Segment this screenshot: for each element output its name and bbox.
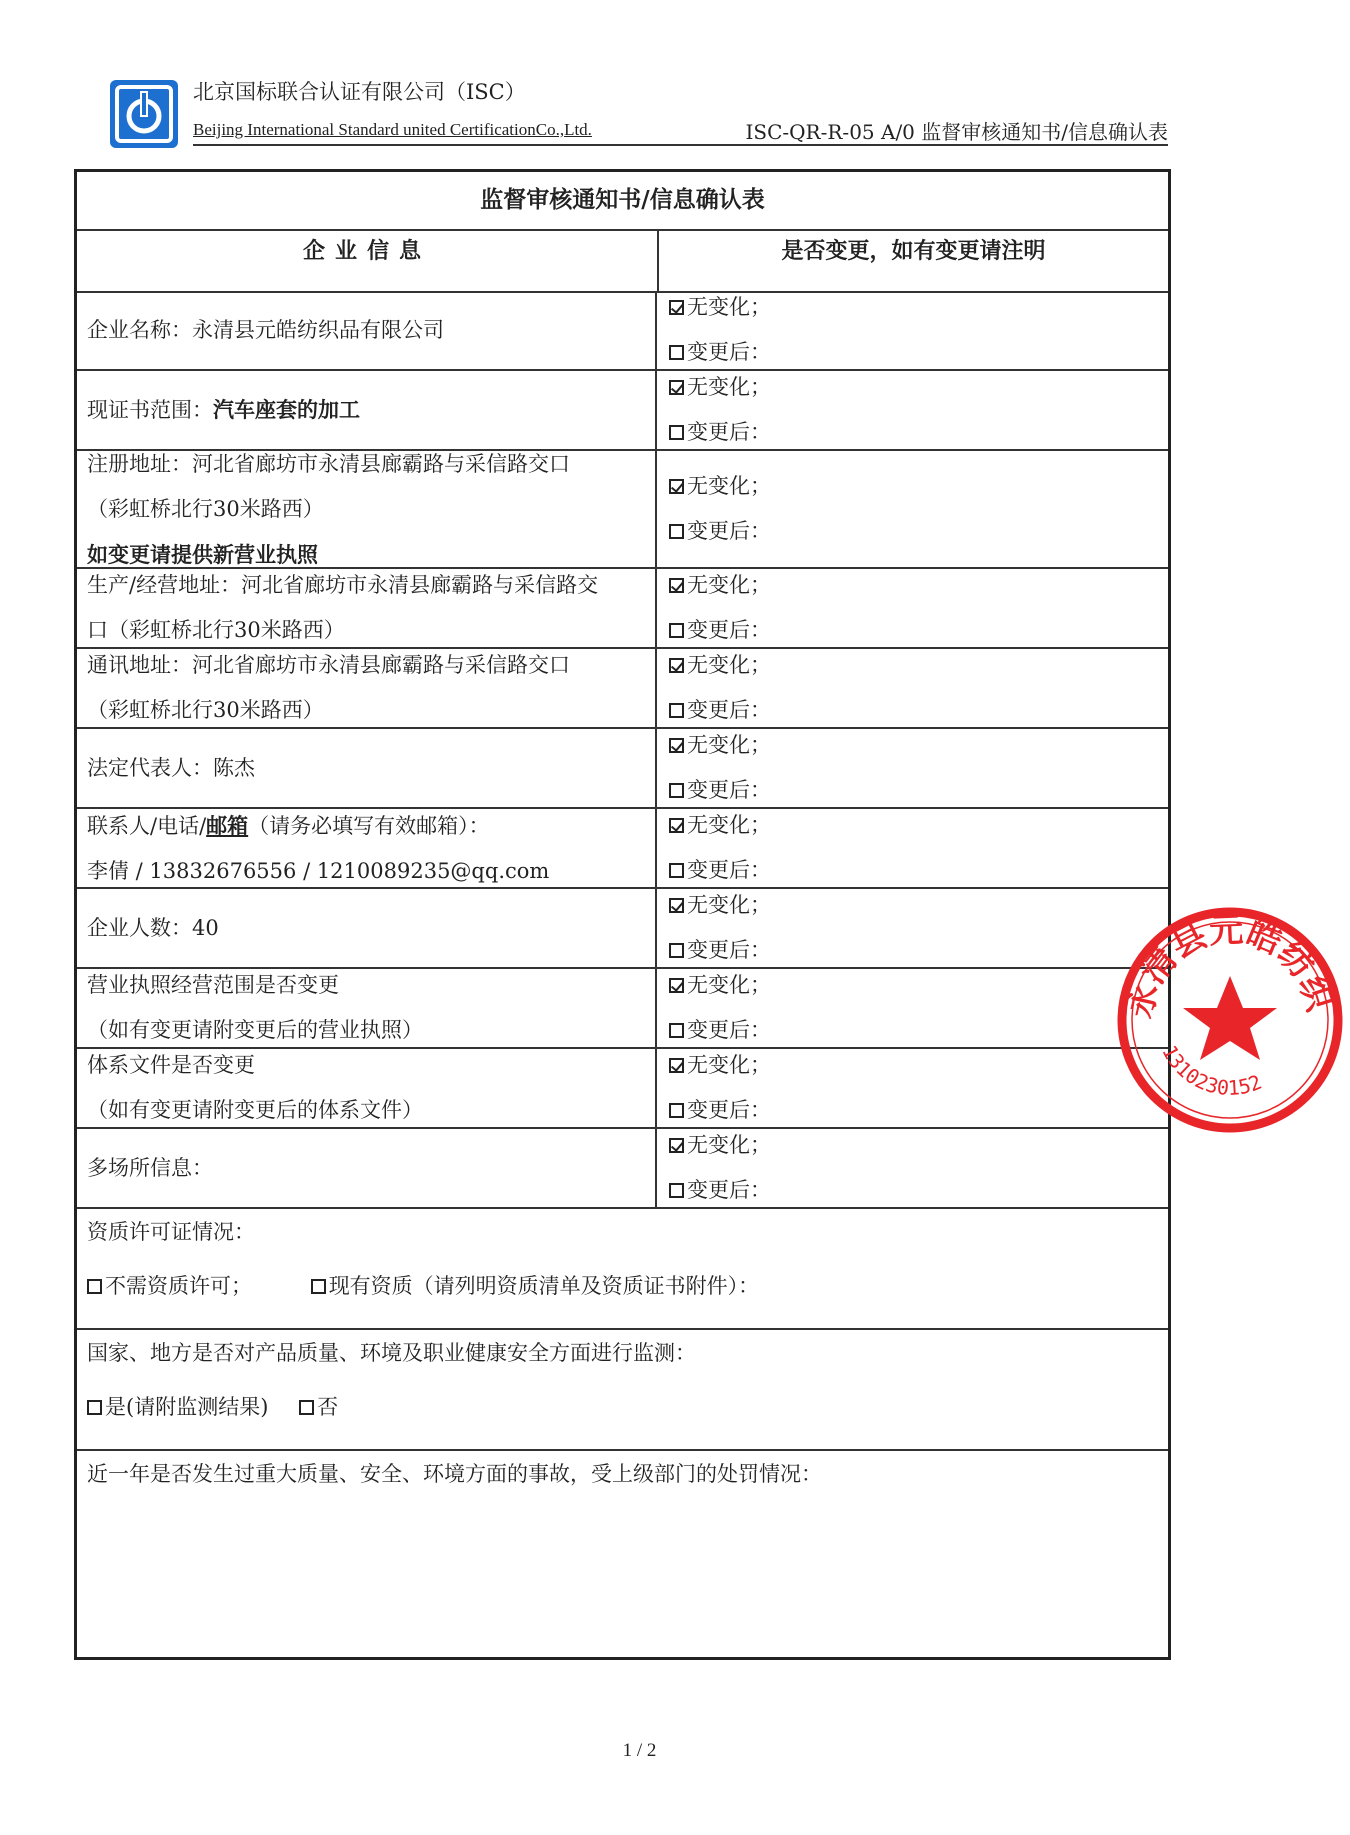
- checkbox-checked[interactable]: [669, 738, 684, 753]
- checkbox-empty[interactable]: [669, 783, 684, 798]
- option-unchanged[interactable]: 无变化；: [669, 365, 1168, 410]
- contact-label-post: （请务必填写有效邮箱）：: [248, 813, 490, 838]
- row-registered-address: [77, 451, 1168, 569]
- stamp-number: 1310230152: [1157, 1041, 1266, 1101]
- column-header-company-info: 企业信息: [77, 229, 659, 291]
- checkbox-empty[interactable]: [669, 1183, 684, 1198]
- business-address-line-1: 生产/经营地址：河北省廊坊市永清县廊霸路与采信路交: [87, 573, 599, 597]
- option-changed[interactable]: 变更后：: [669, 928, 1168, 973]
- row-monitoring: [77, 1330, 1168, 1451]
- form-rows: [77, 291, 1168, 1511]
- option-no-qualification[interactable]: 不需资质许可；: [87, 1274, 252, 1298]
- registered-address-note: 如变更请提供新营业执照: [87, 541, 318, 567]
- checkbox-checked[interactable]: [669, 479, 684, 494]
- registered-address-line-1: 注册地址：河北省廊坊市永清县廊霸路与采信路交口: [87, 451, 570, 476]
- checkbox-checked[interactable]: [669, 1138, 684, 1153]
- form-title: 监督审核通知书/信息确认表: [77, 172, 1168, 231]
- mailing-address-line-2: （彩虹桥北行30米路西）: [87, 698, 324, 722]
- option-unchanged[interactable]: 无变化；: [669, 563, 1168, 608]
- checkbox-empty[interactable]: [669, 943, 684, 958]
- option-monitoring-no[interactable]: 否: [299, 1395, 338, 1419]
- business-address-line-2: 口（彩虹桥北行30米路西）: [87, 618, 345, 642]
- company-name-en: Beijing International Standard united CertificationCo.,Ltd.: [193, 120, 592, 139]
- option-changed[interactable]: 变更后：: [669, 1008, 1168, 1053]
- option-monitoring-yes[interactable]: 是(请附监测结果): [87, 1395, 268, 1419]
- row-multi-site: [77, 1129, 1168, 1209]
- system-docs-question: 体系文件是否变更: [87, 1053, 255, 1077]
- contact-value: 李倩 / 13832676556 / 1210089235@qq.com: [87, 858, 550, 883]
- option-changed[interactable]: 变更后：: [669, 768, 1168, 813]
- option-changed[interactable]: 变更后：: [669, 688, 1168, 733]
- row-business-address: [77, 569, 1168, 649]
- checkbox-checked[interactable]: [669, 818, 684, 833]
- qualification-question: 资质许可证情况：: [87, 1220, 255, 1244]
- checkbox-empty[interactable]: [669, 425, 684, 440]
- option-unchanged[interactable]: 无变化；: [669, 285, 1168, 330]
- checkbox-checked[interactable]: [669, 1058, 684, 1073]
- checkbox-empty[interactable]: [299, 1400, 314, 1415]
- option-changed[interactable]: 变更后：: [669, 1088, 1168, 1133]
- option-changed[interactable]: 变更后：: [669, 330, 1168, 375]
- monitoring-question: 国家、地方是否对产品质量、环境及职业健康安全方面进行监测：: [87, 1341, 696, 1365]
- row-qualification: [77, 1209, 1168, 1330]
- option-unchanged[interactable]: 无变化；: [669, 723, 1168, 768]
- checkbox-empty[interactable]: [669, 863, 684, 878]
- row-mailing-address: [77, 649, 1168, 729]
- legal-representative-text: 法定代表人：陈杰: [87, 755, 255, 780]
- checkbox-empty[interactable]: [669, 345, 684, 360]
- license-scope-hint: （如有变更请附变更后的营业执照）: [87, 1018, 423, 1042]
- checkbox-empty[interactable]: [669, 1023, 684, 1038]
- contact-label-email: 邮箱: [206, 812, 249, 838]
- checkbox-empty[interactable]: [669, 703, 684, 718]
- multi-site-text: 多场所信息：: [87, 1155, 213, 1180]
- checkbox-checked[interactable]: [669, 898, 684, 913]
- column-header-change: 是否变更，如有变更请注明: [781, 238, 1046, 264]
- checkbox-empty[interactable]: [87, 1400, 102, 1415]
- stamp-star-icon: [1183, 976, 1277, 1060]
- employee-count-text: 企业人数：40: [87, 915, 219, 940]
- option-unchanged[interactable]: 无变化；: [669, 1043, 1168, 1088]
- header-rule: [193, 144, 1168, 146]
- checkbox-empty[interactable]: [669, 524, 684, 539]
- accident-question: 近一年是否发生过重大质量、安全、环境方面的事故，受上级部门的处罚情况：: [87, 1462, 822, 1486]
- row-license-scope-change: [77, 969, 1168, 1049]
- checkbox-checked[interactable]: [669, 978, 684, 993]
- option-unchanged[interactable]: 无变化；: [669, 883, 1168, 928]
- system-docs-hint: （如有变更请附变更后的体系文件）: [87, 1098, 423, 1122]
- option-unchanged[interactable]: 无变化；: [669, 643, 1168, 688]
- checkbox-checked[interactable]: [669, 380, 684, 395]
- company-name-text: 企业名称：永清县元皓纺织品有限公司: [87, 317, 444, 342]
- page-number: 1 / 2: [622, 1740, 657, 1761]
- checkbox-empty[interactable]: [311, 1279, 326, 1294]
- checkbox-checked[interactable]: [669, 658, 684, 673]
- row-system-docs-change: [77, 1049, 1168, 1129]
- checkbox-empty[interactable]: [669, 623, 684, 638]
- row-legal-representative: [77, 729, 1168, 809]
- mailing-address-line-1: 通讯地址：河北省廊坊市永清县廊霸路与采信路交口: [87, 653, 570, 677]
- option-unchanged[interactable]: 无变化；: [669, 803, 1168, 848]
- isc-logo-icon: [108, 78, 180, 150]
- option-changed[interactable]: 变更后：: [669, 608, 1168, 653]
- contact-label-pre: 联系人/电话/: [87, 813, 207, 838]
- row-accident: [77, 1451, 1168, 1511]
- checkbox-checked[interactable]: [669, 578, 684, 593]
- option-unchanged[interactable]: 无变化；: [669, 963, 1168, 1008]
- scope-label: 现证书范围：: [87, 398, 213, 422]
- option-changed[interactable]: 变更后：: [669, 509, 1168, 554]
- option-changed[interactable]: 变更后：: [669, 1168, 1168, 1213]
- checkbox-empty[interactable]: [87, 1279, 102, 1294]
- checkbox-checked[interactable]: [669, 300, 684, 315]
- license-scope-question: 营业执照经营范围是否变更: [87, 973, 339, 997]
- registered-address-line-2: （彩虹桥北行30米路西）: [87, 496, 324, 521]
- scope-value: 汽车座套的加工: [213, 397, 360, 422]
- option-unchanged[interactable]: 无变化；: [669, 464, 1168, 509]
- document-code: ISC-QR-R-05 A/0 监督审核通知书/信息确认表: [745, 120, 1168, 144]
- option-changed[interactable]: 变更后：: [669, 410, 1168, 455]
- page-header: [108, 72, 1168, 154]
- company-seal-stamp: [1110, 900, 1350, 1140]
- confirmation-form: [74, 169, 1171, 1660]
- option-existing-qualification[interactable]: 现有资质（请列明资质清单及资质证书附件）：: [311, 1274, 760, 1298]
- row-certificate-scope: [77, 371, 1168, 451]
- column-header: [77, 229, 1168, 293]
- row-contact: [77, 809, 1168, 889]
- stamp-company-text: 永清县元皓纺织: [1119, 910, 1340, 1022]
- company-name-cn: 北京国标联合认证有限公司（ISC）: [193, 80, 526, 104]
- option-changed[interactable]: 变更后：: [669, 848, 1168, 893]
- row-employee-count: [77, 889, 1168, 969]
- option-unchanged[interactable]: 无变化；: [669, 1123, 1168, 1168]
- checkbox-empty[interactable]: [669, 1103, 684, 1118]
- row-company-name: [77, 291, 1168, 371]
